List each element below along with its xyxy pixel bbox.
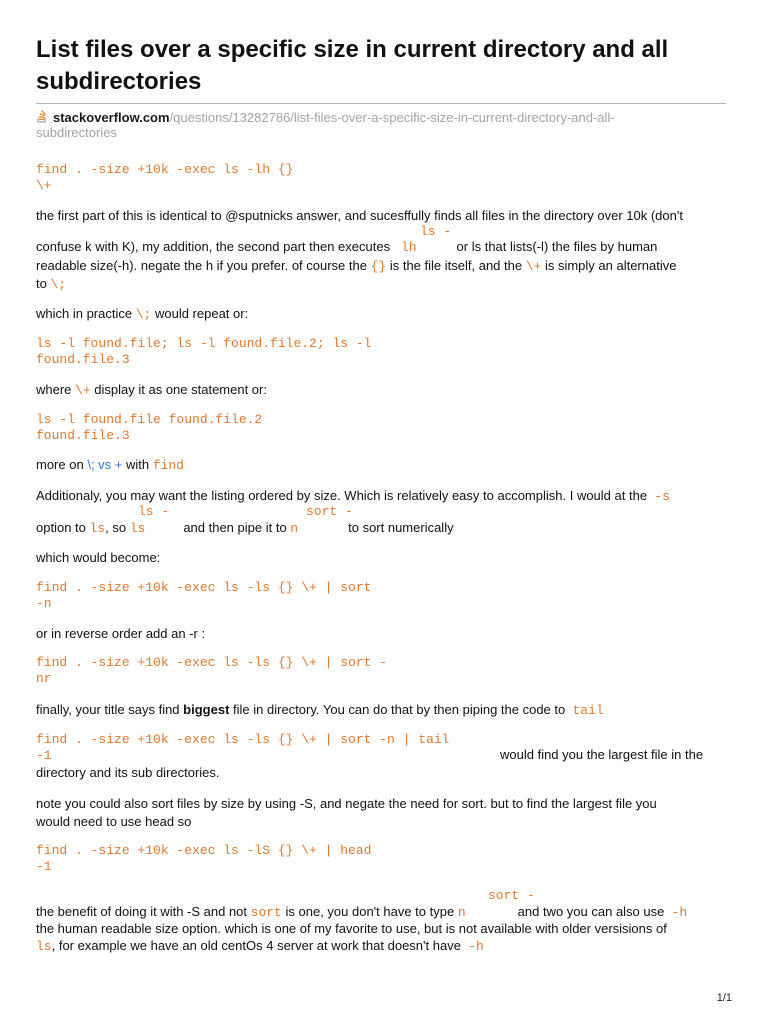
inline-code: \+ — [525, 259, 542, 274]
text: would repeat or: — [154, 306, 249, 321]
inline-code: tail — [572, 703, 604, 718]
inline-code: ls — [129, 521, 146, 536]
paragraph-4 — [36, 457, 184, 474]
bold-text: biggest — [183, 702, 230, 717]
inline-code: {} — [370, 259, 387, 274]
inline-code: -h — [468, 939, 484, 954]
inline-code: n — [290, 521, 299, 536]
code-line: found.file.3 — [36, 352, 130, 367]
inline-code: ls — [36, 939, 52, 954]
inline-code-sort: sort - — [306, 504, 353, 519]
code-block-1 — [36, 162, 293, 194]
inline-code: \; — [135, 307, 152, 322]
paragraph-1-line-4 — [36, 276, 66, 293]
text: , so — [105, 520, 127, 535]
text: readable size(-h). negate the h if you prefer. of course the — [36, 258, 367, 273]
code-line: find . -size +10k -exec ls -ls {} \+ | sort — [36, 580, 372, 595]
source-host-link[interactable]: stackoverflow.com — [53, 110, 170, 125]
text: is one, you don't have to type — [285, 904, 455, 919]
code-line: \+ — [36, 178, 52, 193]
page-title: List files over a specific size in current directory and all subdirectories — [36, 36, 669, 95]
text: with — [126, 457, 150, 472]
text: display it as one statement or: — [94, 382, 267, 397]
text: and two you can also use — [517, 904, 665, 919]
code-block-6 — [36, 732, 449, 764]
code-block-4 — [36, 580, 371, 612]
code-line: nr — [36, 671, 52, 686]
text: where — [36, 382, 72, 397]
code-block-5 — [36, 655, 387, 687]
inline-code: ls — [89, 521, 106, 536]
text: option to — [36, 520, 86, 535]
paragraph-1-line-3 — [36, 258, 676, 275]
paragraph-11-line-2: the human readable size option. which is one of my favorite to use, but is not available with older versisions of — [36, 921, 667, 936]
text: finally, your title says find — [36, 702, 180, 717]
paragraph-5-line-1 — [36, 488, 670, 505]
inline-code-sort: sort - — [488, 888, 535, 903]
text: to sort numerically — [348, 520, 454, 535]
code-line: ls -l found.file found.file.2 — [36, 412, 263, 427]
paragraph-3 — [36, 382, 267, 399]
inline-code: sort — [250, 905, 282, 920]
inline-code: -s — [654, 489, 670, 504]
paragraph-5-line-2 — [36, 520, 454, 537]
text: file in directory. You can do that by then piping the code to — [233, 702, 566, 717]
text: to — [36, 276, 47, 291]
code-line: -1 — [36, 748, 52, 763]
code-block-2 — [36, 336, 371, 368]
paragraph-7: or in reverse order add an -r : — [36, 626, 206, 641]
inline-code-ls: ls - — [420, 224, 452, 239]
text: or ls that lists(-l) the files by human — [456, 239, 658, 254]
paragraph-9-line-2: directory and its sub directories. — [36, 765, 220, 780]
text: which in practice — [36, 306, 133, 321]
text: and then pipe it to — [183, 520, 287, 535]
source-line — [36, 110, 716, 140]
paragraph-10-line-2: would need to use head so — [36, 814, 192, 829]
source-path-link-continued[interactable]: subdirectories — [36, 125, 117, 140]
paragraph-2 — [36, 306, 248, 323]
inline-code-ls: ls - — [138, 504, 170, 519]
code-block-3 — [36, 412, 262, 444]
semicolon-vs-plus-link[interactable]: \; vs + — [87, 457, 123, 472]
text: the benefit of doing it with -S and not — [36, 904, 248, 919]
code-line: -1 — [36, 859, 52, 874]
text: , for example we have an old centOs 4 server at work that doesn't have — [51, 938, 461, 953]
code-line: find . -size +10k -exec ls -ls {} \+ | sort - — [36, 655, 388, 670]
inline-code: find — [152, 458, 184, 473]
paragraph-6: which would become: — [36, 550, 161, 565]
code-block-7 — [36, 843, 371, 875]
text: confuse k with K), my addition, the second part then executes — [36, 239, 391, 254]
text: is the file itself, and the — [389, 258, 523, 273]
code-line: find . -size +10k -exec ls -ls {} \+ | sort -n | tail — [36, 732, 450, 747]
stackoverflow-icon — [36, 110, 49, 123]
inline-code: n — [457, 905, 466, 920]
title-divider — [36, 103, 726, 104]
paragraph-11-line-1 — [36, 904, 687, 921]
text: Additionaly, you may want the listing ordered by size. Which is relatively easy to accomplish. I would at the — [36, 488, 648, 503]
paragraph-1-line-2 — [36, 239, 657, 256]
code-line: find . -size +10k -exec ls -lS {} \+ | head — [36, 843, 372, 858]
paragraph-10-line-1: note you could also sort files by size by using -S, and negate the need for sort. but to find the largest file you — [36, 796, 657, 811]
text: more on — [36, 457, 84, 472]
page-number: 1/1 — [716, 992, 732, 1004]
paragraph-1-line-1: the first part of this is identical to @sputnicks answer, and sucesffully finds all files in the directory over 10k (don't — [36, 208, 683, 223]
code-line: -n — [36, 596, 52, 611]
text: is simply an alternative — [544, 258, 677, 273]
inline-code: \+ — [75, 383, 91, 398]
inline-code: \; — [50, 277, 67, 292]
paragraph-9-line-1: would find you the largest file in the — [500, 747, 704, 762]
inline-code: -h — [671, 905, 688, 920]
code-line: found.file.3 — [36, 428, 130, 443]
code-line: find . -size +10k -exec ls -lh {} — [36, 162, 294, 177]
paragraph-8 — [36, 702, 604, 719]
source-path-link[interactable]: /questions/13282786/list-files-over-a-specific-size-in-current-directory-and-all- — [169, 110, 615, 125]
code-line: ls -l found.file; ls -l found.file.2; ls -l — [36, 336, 372, 351]
inline-code: lh — [400, 240, 417, 255]
paragraph-11-line-3 — [36, 938, 484, 955]
